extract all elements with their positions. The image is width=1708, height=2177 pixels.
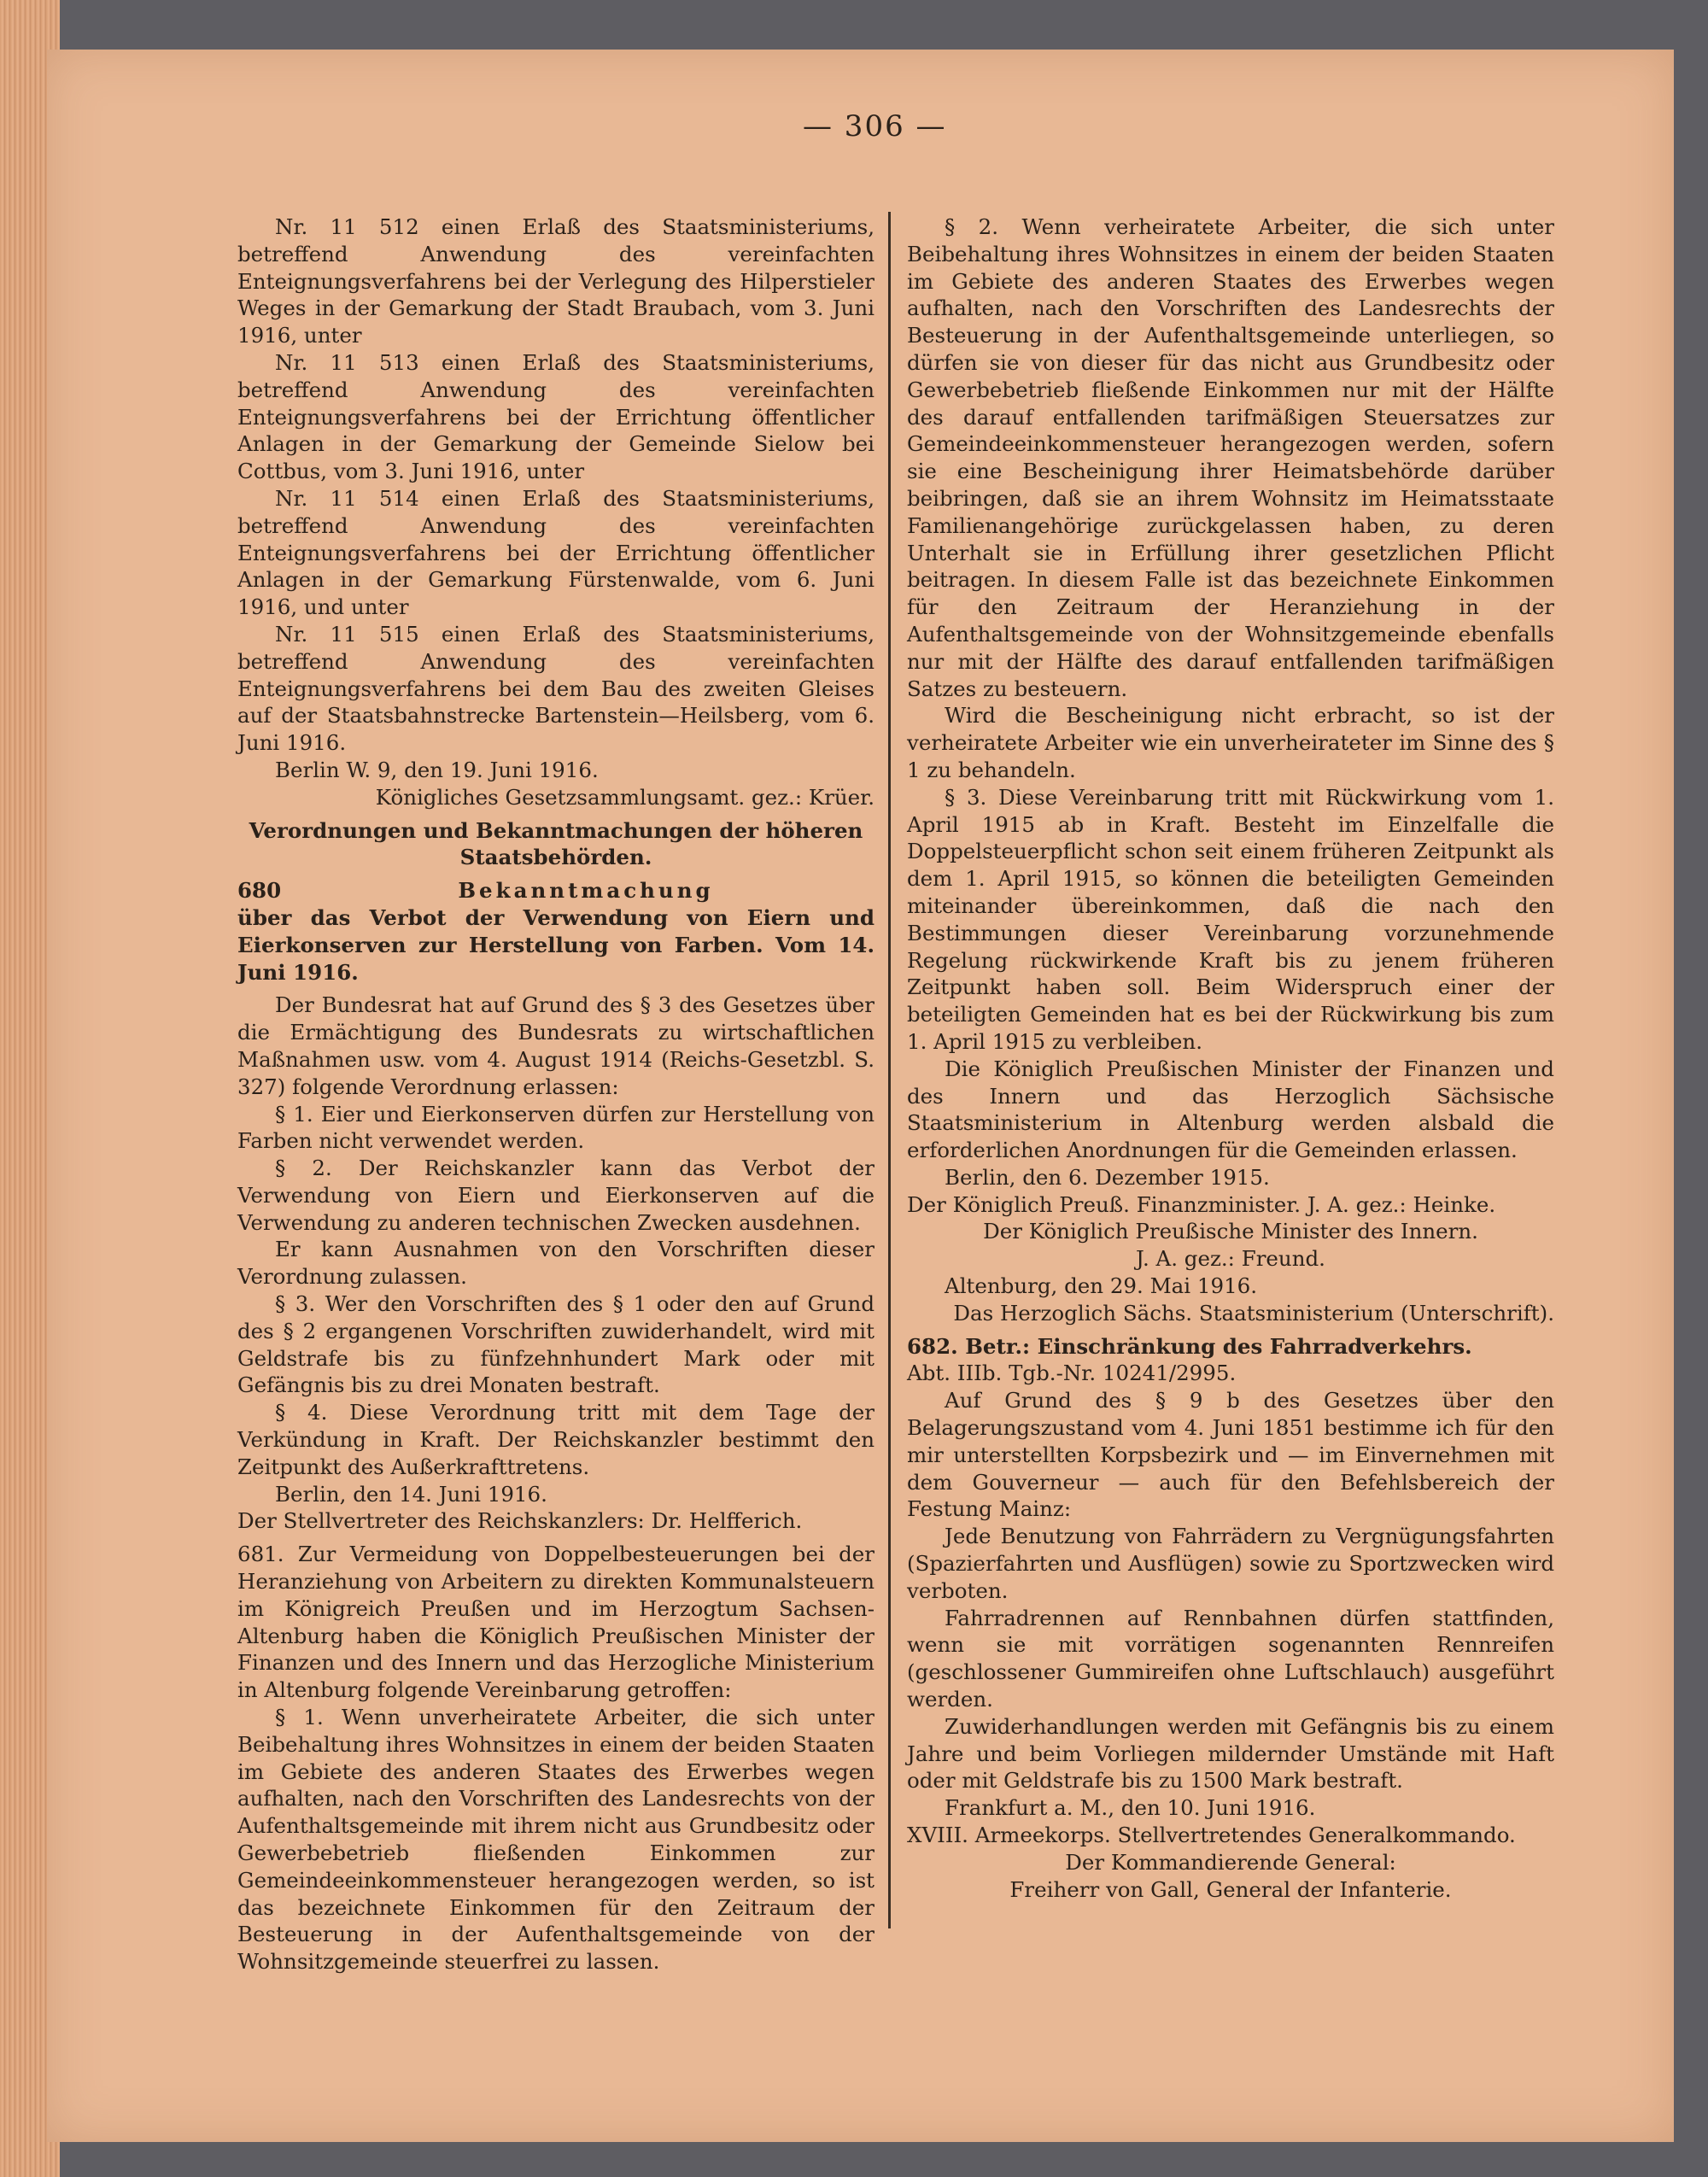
date-line: Berlin W. 9, den 19. Juni 1916. [275, 757, 599, 782]
date-line: Berlin, den 14. Juni 1916. [275, 1481, 547, 1507]
date-line: Frankfurt a. M., den 10. Juni 1916. [945, 1795, 1316, 1821]
signature-line: Freiherr von Gall, General der Infanterie. [1009, 1876, 1452, 1902]
notice-subtitle: über das Verbot der Verwendung von Eiern und Eierkonserven zur Herstellung von Farben. Vom 14. Juni 1916. [237, 904, 874, 985]
paragraph: Der Bundesrat hat auf Grund des § 3 des Gesetzes über die Ermächtigung des Bundesrats zu wirtschaftlichen Maßnahmen usw. vom 4. August 1914 (Reichs-Gesetzbl. S. 327) folgende Verordnung erlassen: [237, 992, 874, 1099]
signature-line: J. A. gez.: Freund. [1136, 1246, 1325, 1272]
paragraph: § 4. Diese Verordnung tritt mit dem Tage der Verkündung in Kraft. Der Reichskanzler bestimmt den Zeitpunkt des Außerkrafttretens. [237, 1400, 874, 1479]
paragraph: Nr. 11 513 einen Erlaß des Staatsministeriums, betreffend Anwendung des vereinfachten Enteignungsverfahrens bei der Errichtung öffentlicher Anlagen in der Gemarkung der Gemeinde Sielow bei Cottbus, vom 3. Juni 1916, unter [237, 349, 874, 484]
paragraph: Die Königlich Preußischen Minister der Finanzen und des Innern und das Herzoglich Sächsische Staatsministerium in Altenburg werden alsbald die erforderlichen Anordnungen für die Gemeinden erlassen. [907, 1056, 1554, 1163]
paragraph: § 1. Wenn unverheiratete Arbeiter, die sich unter Beibehaltung ihres Wohnsitzes in einem der beiden Staaten im Gebiete des anderen Staates des Erwerbes wegen aufhalten, nach den Vorschriften des Landesrechts von der Aufenthaltsgemeinde mit ihrem nicht aus Grundbesitz oder Gewerbebetrieb fließenden Einkommen zur Gemeindeeinkommensteuer herangezogen werden, so ist das bezeichnete Einkommen für den Zeitraum der Besteuerung in der Aufenthaltsgemeinde von der Wohnsitzgemeinde steuerfrei zu lassen. [237, 1705, 874, 1975]
paragraph: Fahrradrennen auf Rennbahnen dürfen stattfinden, wenn sie mit vorrätigen sogenannten Rennreifen (geschlossener Gummireifen ohne Luftschlauch) ausgeführt werden. [907, 1605, 1554, 1712]
paragraph: Jede Benutzung von Fahrrädern zu Vergnügungsfahrten (Spazierfahrten und Ausflügen) sowie zu Sportzwecken wird verboten. [907, 1524, 1554, 1603]
signature-line: Der Königlich Preuß. Finanzminister. J. A. gez.: Heinke. [907, 1191, 1496, 1217]
date-line: Berlin, den 6. Dezember 1915. [945, 1164, 1270, 1190]
section-heading: Verordnungen und Bekanntmachungen der höheren Staatsbehörden. [249, 817, 863, 870]
paragraph: Nr. 11 514 einen Erlaß des Staatsministeriums, betreffend Anwendung des vereinfachten Enteignungsverfahrens bei der Errichtung öffentlicher Anlagen in der Gemarkung Fürstenwalde, vom 6. Juni 1916, und unter [237, 485, 874, 620]
paragraph: Auf Grund des § 9 b des Gesetzes über den Belagerungszustand vom 4. Juni 1851 bestimme ich für den mir unterstellten Korpsbezirk und — im Einvernehmen mit dem Gouverneur — auch für den Befehlsbereich der Festung Mainz: [907, 1388, 1554, 1522]
paragraph: § 3. Diese Vereinbarung tritt mit Rückwirkung vom 1. April 1915 ab in Kraft. Besteht im Einzelfalle die Doppelsteuerpflicht schon seit einem früheren Zeitpunkt als dem 1. April 1915, so können die beteiligten Gemeinden miteinander übereinkommen, daß die nach den Bestimmungen dieser Vereinbarung vorzunehmende Regelung rückwirkende Kraft bis zu jenem früheren Zeitpunkt haben soll. Beim Widerspruch einer der beteiligten Gemeinden hat es bei der Rückwirkung bis zum 1. April 1915 zu verbleiben. [907, 784, 1554, 1054]
signature-line: Das Herzoglich Sächs. Staatsministerium (Unterschrift). [953, 1300, 1554, 1326]
paragraph: § 3. Wer den Vorschriften des § 1 oder den auf Grund des § 2 ergangenen Vorschriften zuwiderhandelt, wird mit Geldstrafe bis zu fünfzehnhundert Mark oder mit Gefängnis bis zu drei Monaten bestraft. [237, 1291, 874, 1398]
signature-line: Der Königlich Preußische Minister des Innern. [983, 1219, 1478, 1244]
notice-680-heading [237, 877, 874, 904]
paragraph: Nr. 11 512 einen Erlaß des Staatsministeriums, betreffend Anwendung des vereinfachten Enteignungsverfahrens bei der Verlegung des Hilperstieler Weges in der Gemarkung der Stadt Braubach, vom 3. Juni 1916, unter [237, 214, 874, 348]
notice-number: 680 [237, 878, 282, 904]
page-number: — 306 — [803, 109, 947, 143]
paragraph: Wird die Bescheinigung nicht erbracht, so ist der verheiratete Arbeiter wie ein unverheirateter im Sinne des § 1 zu behandeln. [907, 703, 1554, 782]
reference-line: Abt. IIIb. Tgb.-Nr. 10241/2995. [907, 1361, 1237, 1386]
paragraph: Nr. 11 515 einen Erlaß des Staatsministeriums, betreffend Anwendung des vereinfachten Enteignungsverfahrens bei dem Bau des zweiten Gleises auf der Staatsbahnstrecke Bartenstein—Heilsberg, vom 6. Juni 1916. [237, 621, 874, 756]
paragraph: Er kann Ausnahmen von den Vorschriften dieser Verordnung zulassen. [237, 1237, 874, 1290]
paragraph: § 2. Der Reichskanzler kann das Verbot der Verwendung von Eiern und Eierkonserven auf die Verwendung zu anderen technischen Zwecken ausdehnen. [237, 1156, 874, 1235]
paragraph: Zuwiderhandlungen werden mit Gefängnis bis zu einem Jahre und beim Vorliegen mildernder Umstände mit Haft oder mit Geldstrafe bis zu 1500 Mark bestraft. [907, 1713, 1554, 1794]
right-column [907, 214, 1554, 1903]
left-column [237, 214, 874, 1975]
date-line: Altenburg, den 29. Mai 1916. [945, 1273, 1258, 1299]
column-divider [888, 212, 891, 1928]
notice-682-heading: 682. Betr.: Einschränkung des Fahrradverkehrs. [907, 1333, 1472, 1359]
paragraph: § 1. Eier und Eierkonserven dürfen zur Herstellung von Farben nicht verwendet werden. [237, 1101, 874, 1154]
paragraph: § 2. Wenn verheiratete Arbeiter, die sich unter Beibehaltung ihres Wohnsitzes in einem der beiden Staaten im Gebiete des anderen Staates des Erwerbes wegen aufhalten, nach den Vorschriften des Landesrechts der Besteuerung in der Aufenthaltsgemeinde unterliegen, so dürfen sie von dieser für das nicht aus Grundbesitz oder Gewerbebetrieb fließende Einkommen nur mit der Hälfte des darauf entfallenden tarifmäßigen Steuersatzes zur Gemeindeeinkommensteuer herangezogen werden, sofern sie eine Bescheinigung ihrer Heimatsbehörde darüber beibringen, daß sie an ihrem Wohnsitz im Heimatsstaate Familienangehörige zurückgelassen haben, zu deren Unterhalt sie in Erfüllung ihrer gesetzlichen Pflicht beitragen. In diesem Falle ist das bezeichnete Einkommen für den Zeitraum der Heranziehung in der Aufenthaltsgemeinde von der Wohnsitzgemeinde ebenfalls nur mit der Hälfte des darauf entfallenden tarifmäßigen Satzes zu besteuern. [907, 214, 1554, 701]
signature-line: Der Stellvertreter des Reichskanzlers: Dr. Helfferich. [237, 1508, 803, 1534]
signature-line: Der Kommandierende General: [1065, 1849, 1396, 1875]
signature-line: XVIII. Armeekorps. Stellvertretendes Generalkommando. [907, 1823, 1516, 1848]
signature-line: Königliches Gesetzsammlungsamt. gez.: Krüer. [375, 784, 874, 810]
paragraph: 681. Zur Vermeidung von Doppelbesteuerungen bei der Heranziehung von Arbeitern zu direkten Kommunalsteuern im Königreich Preußen und im Herzogtum Sachsen-Altenburg haben die Königlich Preußischen Minister der Finanzen und des Innern und das Herzogliche Ministerium in Altenburg folgende Vereinbarung getroffen: [237, 1542, 874, 1703]
notice-title: Bekanntmachung [458, 878, 714, 904]
